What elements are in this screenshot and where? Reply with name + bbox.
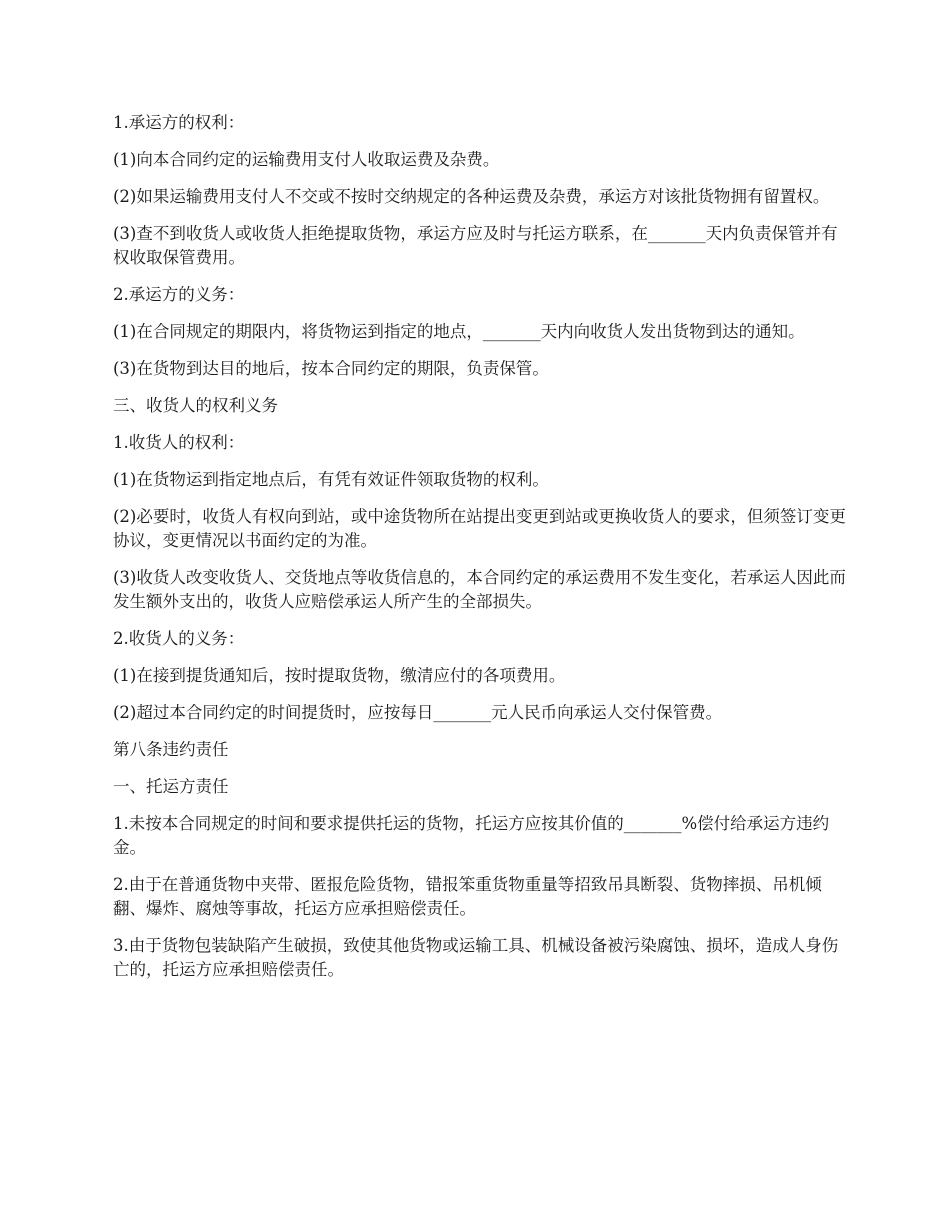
consignee-rights-item-3: (3)收货人改变收货人、交货地点等收货信息的，本合同约定的承运费用不发生变化，若承运人因此而发生额外支出的，收货人应赔偿承运人所产生的全部损失。 bbox=[113, 568, 846, 611]
shipper-liability-item-1: 1.未按本合同规定的时间和要求提供托运的货物，托运方应按其价值的_______%偿付给承运方违约金。 bbox=[113, 814, 830, 857]
document-body bbox=[113, 111, 853, 995]
shipper-liability-item-3: 3.由于货物包装缺陷产生破损，致使其他货物或运输工具、机械设备被污染腐蚀、损坏，造成人身伤亡的，托运方应承担赔偿责任。 bbox=[113, 936, 839, 979]
consignee-duties-item-1: (1)在接到提货通知后，按时提取货物，缴清应付的各项费用。 bbox=[113, 666, 566, 685]
consignee-duties-item-2: (2)超过本合同约定的时间提货时，应按每日_______元人民币向承运人交付保管费。 bbox=[113, 703, 723, 722]
carrier-duties-item-1: (1)在合同规定的期限内，将货物运到指定的地点，_______天内向收货人发出货物到达的通知。 bbox=[113, 322, 805, 341]
shipper-liability-heading: 一、托运方责任 bbox=[113, 777, 229, 796]
consignee-rights-heading: 1.收货人的权利： bbox=[113, 433, 245, 452]
article-8-heading: 第八条违约责任 bbox=[113, 740, 229, 759]
carrier-duties-item-3: (3)在货物到达目的地后，按本合同约定的期限，负责保管。 bbox=[113, 359, 549, 378]
consignee-rights-item-2: (2)必要时，收货人有权向到站，或中途货物所在站提出变更到站或更换收货人的要求，但须签订变更协议，变更情况以书面约定的为准。 bbox=[113, 507, 846, 550]
section-consignee-heading: 三、收货人的权利义务 bbox=[113, 396, 278, 415]
carrier-duties-heading: 2.承运方的义务： bbox=[113, 285, 245, 304]
carrier-rights-item-2: (2)如果运输费用支付人不交或不按时交纳规定的各种运费及杂费，承运方对该批货物拥有留置权。 bbox=[113, 187, 830, 206]
carrier-rights-item-1: (1)向本合同约定的运输费用支付人收取运费及杂费。 bbox=[113, 150, 500, 169]
carrier-rights-heading: 1.承运方的权利： bbox=[113, 113, 245, 132]
shipper-liability-item-2: 2.由于在普通货物中夹带、匿报危险货物，错报笨重货物重量等招致吊具断裂、货物摔损、吊机倾翻、爆炸、腐烛等事故，托运方应承担赔偿责任。 bbox=[113, 875, 822, 918]
consignee-duties-heading: 2.收货人的义务： bbox=[113, 629, 245, 648]
consignee-rights-item-1: (1)在货物运到指定地点后，有凭有效证件领取货物的权利。 bbox=[113, 470, 549, 489]
carrier-rights-item-3: (3)查不到收货人或收货人拒绝提取货物，承运方应及时与托运方联系，在_______天内负责保管并有权收取保管费用。 bbox=[113, 224, 838, 267]
